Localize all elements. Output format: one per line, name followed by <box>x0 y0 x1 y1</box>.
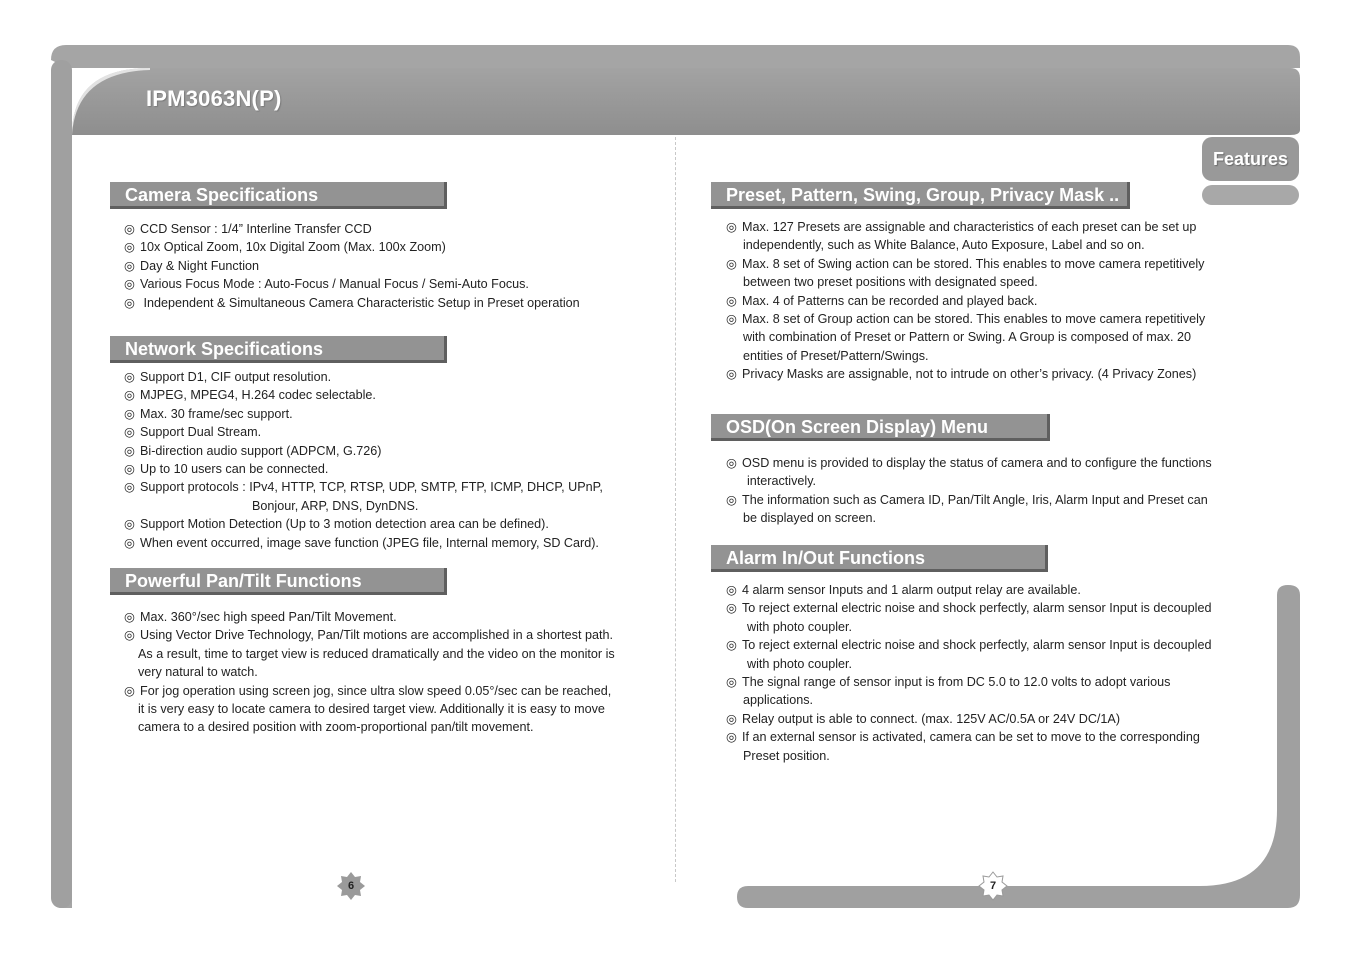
bullet-icon: ◎ <box>124 610 135 624</box>
bullet-icon: ◎ <box>726 583 737 597</box>
bullet-icon: ◎ <box>124 295 135 310</box>
alarm-functions-heading: Alarm In/Out Functions <box>711 545 1048 572</box>
osd-menu-list <box>726 454 1266 528</box>
list-item: ◎ Day & Night Function <box>124 257 664 275</box>
bullet-icon: ◎ <box>726 638 737 653</box>
bullet-icon: ◎ <box>726 456 737 470</box>
network-specifications-list <box>124 368 664 552</box>
list-item: ◎ 4 alarm sensor Inputs and 1 alarm output relay are available. <box>726 581 1266 599</box>
list-item: ◎ Support protocols : IPv4, HTTP, TCP, RTSP, UDP, SMTP, FTP, ICMP, DHCP, UPnP, Bonjour, ARP, DNS, DynDNS. <box>124 480 603 513</box>
list-item: ◎ For jog operation using screen jog, since ultra slow speed 0.05°/sec can be reached, it is very easy to locate camera to desired target view. Additionally it is easy to move camera to a desired position with zoom-proportional pan/tilt movement. <box>124 683 612 735</box>
list-item: ◎ Support D1, CIF output resolution. <box>124 368 664 386</box>
bullet-icon: ◎ <box>726 711 737 726</box>
list-item: ◎ Max. 4 of Patterns can be recorded and played back. <box>726 292 1266 310</box>
list-item: ◎ The information such as Camera ID, Pan/Tilt Angle, Iris, Alarm Input and Preset can be displayed on screen. <box>726 492 1208 526</box>
bullet-icon: ◎ <box>726 367 737 382</box>
list-item: ◎ OSD menu is provided to display the status of camera and to configure the functions interactively. <box>726 456 1212 489</box>
list-item: ◎ Max. 8 set of Swing action can be stored. This enables to move camera repetitively between two preset positions with designated speed. <box>726 256 1205 290</box>
bullet-icon: ◎ <box>124 222 135 236</box>
list-item: ◎ If an external sensor is activated, camera can be set to move to the corresponding Preset position. <box>726 730 1200 763</box>
bullet-icon: ◎ <box>124 240 135 255</box>
page-number-left: 6 <box>336 871 366 901</box>
bullet-icon: ◎ <box>726 256 737 271</box>
list-item: ◎ When event occurred, image save function (JPEG file, Internal memory, SD Card). <box>124 534 664 552</box>
list-item: ◎ Max. 127 Presets are assignable and characteristics of each preset can be set up independently, such as White Balance, Auto Exposure, Label and so on. <box>726 220 1197 253</box>
list-item: ◎ Bi-direction audio support (ADPCM, G.726) <box>124 442 664 460</box>
bullet-icon: ◎ <box>124 443 135 458</box>
list-item: ◎ Using Vector Drive Technology, Pan/Tilt motions are accomplished in a shortest path. As a result, time to target view is reduced dramatically and the video on the monitor is very natural to watch. <box>124 628 615 680</box>
camera-specifications-list <box>124 220 664 312</box>
alarm-functions-list <box>726 581 1266 765</box>
bullet-icon: ◎ <box>124 258 135 273</box>
bullet-icon: ◎ <box>124 535 135 550</box>
bullet-icon: ◎ <box>124 462 135 477</box>
bullet-icon: ◎ <box>124 480 135 495</box>
bullet-icon: ◎ <box>124 683 135 698</box>
bullet-icon: ◎ <box>726 293 737 308</box>
list-item: ◎ Max. 360°/sec high speed Pan/Tilt Movement. <box>124 608 664 626</box>
list-item: ◎ To reject external electric noise and shock perfectly, alarm sensor Input is decoupled with photo coupler. <box>726 638 1212 671</box>
osd-menu-heading: OSD(On Screen Display) Menu <box>711 414 1050 441</box>
bullet-icon: ◎ <box>726 492 737 507</box>
bullet-icon: ◎ <box>726 220 737 234</box>
bullet-icon: ◎ <box>124 628 135 643</box>
bullet-icon: ◎ <box>124 406 135 421</box>
list-item: ◎ Relay output is able to connect. (max. 125V AC/0.5A or 24V DC/1A) <box>726 710 1266 728</box>
bullet-icon: ◎ <box>726 312 737 327</box>
features-tab-underbar <box>1202 185 1299 205</box>
list-item: ◎ The signal range of sensor input is from DC 5.0 to 12.0 volts to adopt various applications. <box>726 675 1171 708</box>
bullet-icon: ◎ <box>124 388 135 403</box>
bullet-icon: ◎ <box>124 425 135 440</box>
bullet-icon: ◎ <box>726 601 737 616</box>
page-number-right: 7 <box>978 871 1008 901</box>
list-item: ◎ Privacy Masks are assignable, not to intrude on other’s privacy. (4 Privacy Zones) <box>726 365 1266 383</box>
bullet-icon: ◎ <box>124 370 135 384</box>
list-item: ◎ CCD Sensor : 1/4” Interline Transfer CCD <box>124 220 664 238</box>
bullet-icon: ◎ <box>124 277 135 292</box>
page-divider <box>675 137 676 882</box>
list-item: ◎ Support Dual Stream. <box>124 423 664 441</box>
features-tab: Features <box>1202 137 1299 181</box>
list-item: ◎ Independent & Simultaneous Camera Characteristic Setup in Preset operation <box>124 294 664 312</box>
list-item: ◎ Support Motion Detection (Up to 3 motion detection area can be defined). <box>124 515 664 533</box>
list-item: ◎ MJPEG, MPEG4, H.264 codec selectable. <box>124 386 664 404</box>
preset-pattern-heading: Preset, Pattern, Swing, Group, Privacy Mask .. <box>711 182 1130 209</box>
list-item: ◎ Max. 8 set of Group action can be stored. This enables to move camera repetitively with combination of Preset or Pattern or Swing. A Group is composed of max. 20 entities of Preset/Pattern/Swings. <box>726 312 1206 363</box>
bullet-icon: ◎ <box>124 517 135 532</box>
list-item: ◎ Various Focus Mode : Auto-Focus / Manual Focus / Semi-Auto Focus. <box>124 275 664 293</box>
list-item: ◎ Up to 10 users can be connected. <box>124 460 664 478</box>
pan-tilt-functions-heading: Powerful Pan/Tilt Functions <box>110 568 447 595</box>
model-title: IPM3063N(P) <box>146 86 282 111</box>
camera-specifications-heading: Camera Specifications <box>110 182 447 209</box>
list-item: ◎ To reject external electric noise and shock perfectly, alarm sensor Input is decoupled with photo coupler. <box>726 601 1212 634</box>
bullet-icon: ◎ <box>726 675 737 690</box>
network-specifications-heading: Network Specifications <box>110 336 447 363</box>
pan-tilt-functions-list <box>124 608 664 737</box>
list-item: ◎ Max. 30 frame/sec support. <box>124 405 664 423</box>
list-item: ◎ 10x Optical Zoom, 10x Digital Zoom (Max. 100x Zoom) <box>124 238 664 256</box>
preset-pattern-list <box>726 218 1266 384</box>
bullet-icon: ◎ <box>726 730 737 745</box>
